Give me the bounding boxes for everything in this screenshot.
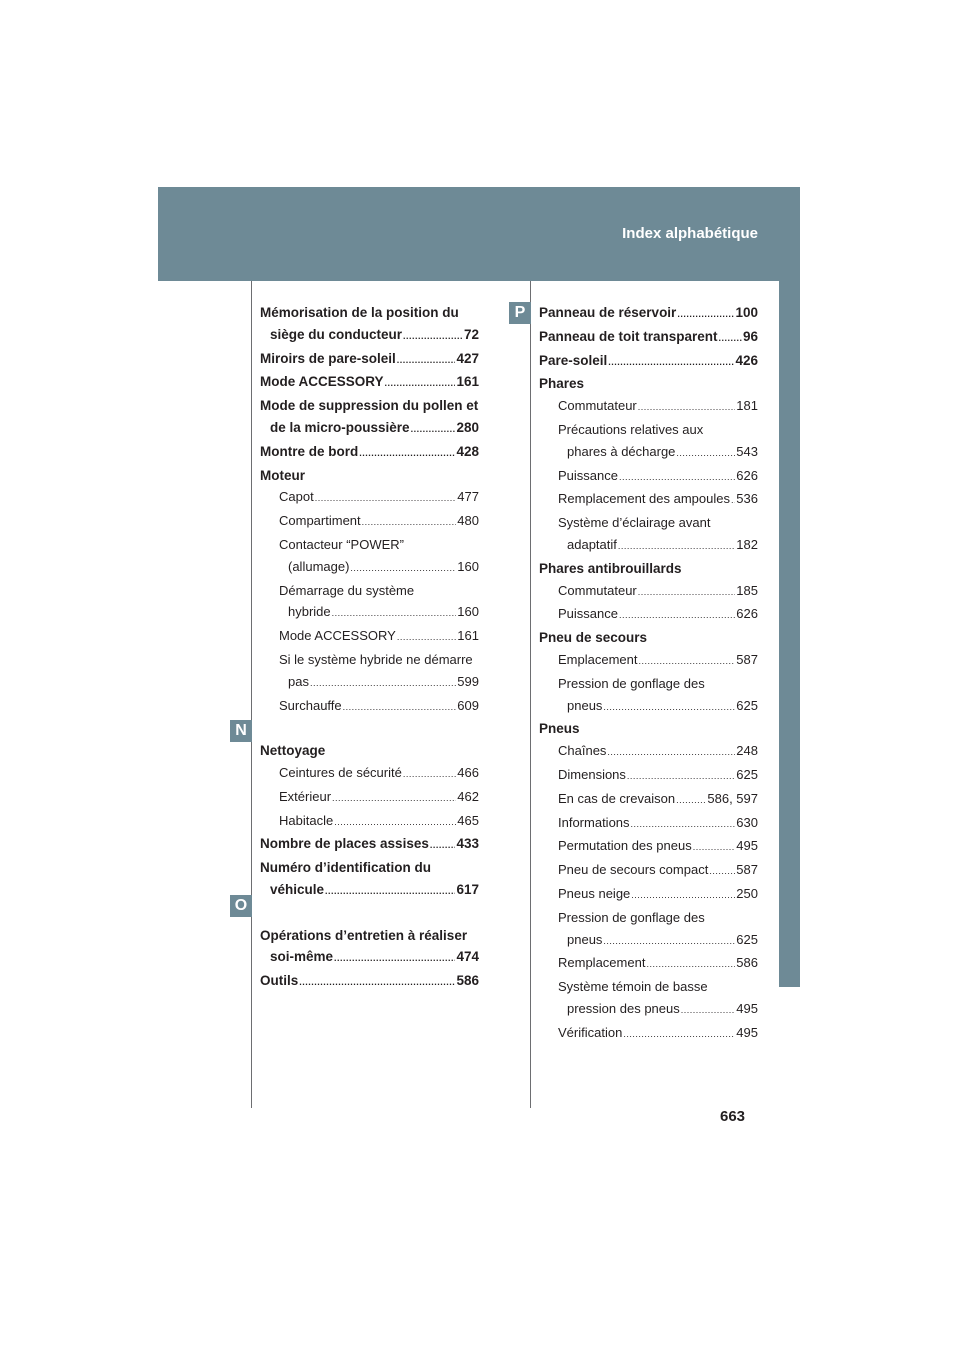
leader-dots — [619, 467, 735, 489]
index-entry-page[interactable]: 480 — [457, 513, 479, 529]
index-entry-page[interactable]: 466 — [457, 764, 479, 780]
leader-dots — [343, 697, 457, 719]
index-entry-page[interactable]: 625 — [736, 931, 758, 947]
index-entry — [558, 395, 758, 419]
index-entry-term: siège du conducteur — [270, 326, 403, 342]
leader-dots — [403, 764, 456, 786]
leader-dots — [618, 536, 735, 558]
index-entry-page[interactable]: 161 — [456, 374, 479, 390]
header-bar — [158, 187, 800, 281]
index-entry-term: Vérification — [558, 1024, 623, 1040]
index-entry-page[interactable]: 587 — [736, 651, 758, 667]
index-column-right — [539, 302, 758, 1046]
index-entry — [567, 534, 758, 558]
index-entry-page[interactable]: 626 — [736, 467, 758, 483]
index-entry-term: (allumage) — [288, 558, 350, 574]
index-entry-term: Nombre de places assises — [260, 836, 429, 852]
index-entry-term: Chaînes — [558, 743, 607, 759]
left-rule — [251, 281, 252, 1108]
index-entry-page[interactable]: 586, 597 — [707, 790, 758, 806]
index-entry: Pression de gonflage des — [558, 909, 705, 925]
index-entry — [567, 998, 758, 1022]
index-entry: Nettoyage — [260, 743, 326, 759]
index-entry-page[interactable]: 248 — [736, 743, 758, 759]
index-entry: Système d’éclairage avant — [558, 515, 711, 531]
index-entry: Pression de gonflage des — [558, 675, 705, 691]
index-entry-term: Pneus neige — [558, 885, 631, 901]
index-entry-term: pas — [288, 673, 309, 689]
index-entry-page[interactable]: 100 — [735, 305, 758, 320]
leader-dots — [385, 373, 456, 395]
index-entry — [288, 671, 479, 695]
index-entry-page[interactable]: 617 — [456, 881, 479, 897]
index-entry — [558, 465, 758, 489]
index-entry-page[interactable]: 625 — [736, 766, 758, 782]
leader-dots — [430, 835, 456, 857]
index-entry-page[interactable]: 182 — [736, 536, 758, 552]
leader-dots — [638, 582, 736, 604]
index-entry — [558, 649, 758, 673]
index-entry — [558, 835, 758, 859]
leader-dots — [603, 697, 735, 719]
leader-dots — [607, 742, 735, 764]
leader-dots — [631, 814, 736, 836]
index-entry-term: Extérieur — [279, 788, 332, 804]
index-entry: Si le système hybride ne démarre — [279, 651, 473, 667]
index-entry — [567, 695, 758, 719]
leader-dots — [681, 1000, 736, 1022]
chapter-tab — [779, 281, 800, 987]
index-entry — [260, 970, 479, 994]
index-entry — [558, 883, 758, 907]
index-entry-page[interactable]: 543 — [736, 443, 758, 459]
index-entry-page[interactable]: 160 — [457, 604, 479, 620]
index-entry — [270, 324, 479, 348]
index-entry: Mémorisation de la position du — [260, 305, 459, 320]
index-entry-term: Compartiment — [279, 513, 361, 529]
index-entry: Phares antibrouillards — [539, 560, 682, 576]
leader-dots — [608, 352, 734, 374]
index-entry-term: Mode ACCESSORY — [279, 628, 396, 644]
index-entry-term: Pare-soleil — [539, 352, 608, 368]
index-entry-page[interactable]: 625 — [736, 697, 758, 713]
index-entry — [558, 1022, 758, 1046]
leader-dots — [332, 788, 456, 810]
index-entry-term: Permutation des pneus — [558, 838, 692, 854]
index-entry-term: Panneau de toit transparent — [539, 328, 718, 344]
index-entry-page[interactable]: 181 — [736, 398, 758, 414]
index-entry-page[interactable]: 474 — [456, 949, 479, 965]
index-entry — [260, 833, 479, 857]
index-entry-term: Capot — [279, 489, 314, 505]
index-entry: Moteur — [260, 467, 305, 483]
leader-dots — [315, 488, 457, 510]
index-entry-term: Panneau de réservoir — [539, 305, 677, 320]
index-entry-page[interactable]: 609 — [457, 697, 479, 713]
index-entry-page[interactable]: 72 — [463, 326, 479, 342]
section-letter-n: N — [230, 720, 252, 742]
index-entry-term: Remplacement des ampoules — [558, 491, 730, 507]
index-entry-term: Outils — [260, 973, 299, 989]
index-entry — [558, 580, 758, 604]
index-entry-page[interactable]: 428 — [456, 443, 479, 459]
leader-dots — [623, 1024, 735, 1046]
index-entry — [558, 603, 758, 627]
middle-rule — [530, 281, 531, 1108]
leader-dots — [676, 790, 706, 812]
leader-dots — [709, 861, 735, 883]
index-entry — [539, 326, 758, 350]
index-entry — [279, 510, 479, 534]
index-entry — [260, 441, 479, 465]
index-entry — [288, 601, 479, 625]
index-entry-page[interactable]: 96 — [742, 328, 758, 344]
index-entry-page[interactable]: 586 — [456, 973, 479, 989]
index-entry — [279, 625, 479, 649]
leader-dots — [299, 972, 455, 994]
index-entry: Contacteur “POWER” — [279, 536, 404, 552]
index-entry: Opérations d’entretien à réaliser — [260, 927, 468, 943]
leader-dots — [677, 304, 734, 326]
index-entry-page[interactable]: 536 — [736, 491, 758, 507]
index-column-left — [260, 302, 479, 994]
index-entry — [260, 348, 479, 372]
index-entry-term: Puissance — [558, 467, 618, 483]
index-entry — [279, 695, 479, 719]
index-entry — [567, 441, 758, 465]
index-entry-term: Puissance — [558, 606, 618, 622]
index-entry-page[interactable]: 626 — [736, 606, 758, 622]
index-entry — [567, 929, 758, 953]
leader-dots — [638, 397, 736, 419]
index-entry — [260, 371, 479, 395]
index-entry-page[interactable]: 185 — [736, 582, 758, 598]
index-entry-term: de la micro-poussière — [270, 419, 410, 435]
index-entry-page[interactable]: 433 — [456, 836, 479, 852]
index-entry-page[interactable]: 495 — [736, 838, 758, 854]
leader-dots — [646, 954, 735, 976]
index-entry-term: phares à décharge — [567, 443, 676, 459]
index-entry — [279, 810, 479, 834]
index-entry-term: Emplacement — [558, 651, 638, 667]
index-entry-page[interactable]: 280 — [456, 419, 479, 435]
leader-dots — [359, 443, 455, 465]
index-entry-term: Mode ACCESSORY — [260, 374, 384, 390]
leader-dots — [403, 326, 463, 348]
page-number: 663 — [720, 1108, 746, 1125]
index-entry — [270, 417, 479, 441]
index-entry-term: Montre de bord — [260, 443, 359, 459]
index-entry-term: pression des pneus — [567, 1000, 680, 1016]
index-entry-term: véhicule — [270, 881, 325, 897]
index-entry-term: hybride — [288, 604, 331, 620]
index-entry-page[interactable]: 587 — [736, 862, 758, 878]
leader-dots — [397, 627, 456, 649]
index-entry-page[interactable]: 495 — [736, 1024, 758, 1040]
leader-dots — [332, 603, 457, 625]
index-entry — [558, 812, 758, 836]
index-entry-term: Ceintures de sécurité — [279, 764, 402, 780]
index-entry-page[interactable]: 599 — [457, 673, 479, 689]
section-letter-o: O — [230, 895, 252, 917]
index-entry-term: pneus — [567, 931, 603, 947]
index-entry — [558, 740, 758, 764]
index-entry-term: adaptatif — [567, 536, 617, 552]
index-entry — [270, 946, 479, 970]
leader-dots — [310, 673, 456, 695]
index-entry — [279, 486, 479, 510]
leader-dots — [334, 812, 456, 834]
index-entry — [558, 764, 758, 788]
leader-dots — [731, 490, 735, 512]
leader-dots — [350, 558, 456, 580]
leader-dots — [411, 419, 456, 441]
index-entry-term: Commutateur — [558, 398, 637, 414]
index-entry-page[interactable]: 462 — [457, 788, 479, 804]
index-entry-term: Informations — [558, 814, 630, 830]
index-entry-page[interactable]: 160 — [457, 558, 479, 574]
index-entry — [558, 859, 758, 883]
index-entry-term: soi-même — [270, 949, 334, 965]
leader-dots — [676, 443, 735, 465]
index-entry — [279, 762, 479, 786]
index-entry-term: Habitacle — [279, 812, 334, 828]
section-letter-p: P — [509, 302, 531, 324]
index-entry-page[interactable]: 495 — [736, 1000, 758, 1016]
index-entry: Pneus — [539, 721, 580, 737]
index-entry: Mode de suppression du pollen et — [260, 398, 479, 414]
page-title: Index alphabétique — [622, 225, 758, 242]
index-entry-page[interactable]: 630 — [736, 814, 758, 830]
index-entry: Phares — [539, 376, 585, 392]
leader-dots — [627, 766, 735, 788]
index-entry — [558, 788, 758, 812]
index-entry-page[interactable]: 250 — [736, 885, 758, 901]
leader-dots — [397, 350, 456, 372]
index-entry-term: Pneu de secours compact — [558, 862, 709, 878]
index-entry-page[interactable]: 427 — [456, 350, 479, 366]
leader-dots — [719, 328, 742, 350]
index-entry-term: Miroirs de pare-soleil — [260, 350, 396, 366]
index-entry — [558, 488, 758, 512]
index-entry — [539, 302, 758, 326]
leader-dots — [603, 931, 735, 953]
leader-dots — [619, 605, 735, 627]
index-entry — [288, 556, 479, 580]
leader-dots — [631, 885, 735, 907]
index-entry-term: Commutateur — [558, 582, 637, 598]
index-entry: Pneu de secours — [539, 630, 648, 646]
index-entry-page[interactable]: 465 — [457, 812, 479, 828]
leader-dots — [362, 512, 457, 534]
index-entry — [539, 350, 758, 374]
index-entry — [558, 952, 758, 976]
leader-dots — [693, 837, 736, 859]
leader-dots — [638, 651, 735, 673]
leader-dots — [334, 948, 455, 970]
index-entry-page[interactable]: 426 — [735, 352, 758, 368]
index-entry — [279, 786, 479, 810]
index-entry-page[interactable]: 477 — [457, 489, 479, 505]
index-entry-term: Remplacement — [558, 955, 646, 971]
index-entry — [270, 879, 479, 903]
leader-dots — [325, 881, 455, 903]
index-entry-term: Dimensions — [558, 766, 626, 782]
index-entry-term: En cas de crevaison — [558, 790, 676, 806]
index-entry: Numéro d’identification du — [260, 860, 431, 876]
index-entry-page[interactable]: 586 — [736, 955, 758, 971]
index-entry-term: pneus — [567, 697, 603, 713]
index-entry-page[interactable]: 161 — [457, 628, 479, 644]
index-entry: Démarrage du système — [279, 582, 415, 598]
index-entry: Précautions relatives aux — [558, 421, 704, 437]
index-entry-term: Surchauffe — [279, 697, 342, 713]
index-entry: Système témoin de basse — [558, 979, 708, 995]
